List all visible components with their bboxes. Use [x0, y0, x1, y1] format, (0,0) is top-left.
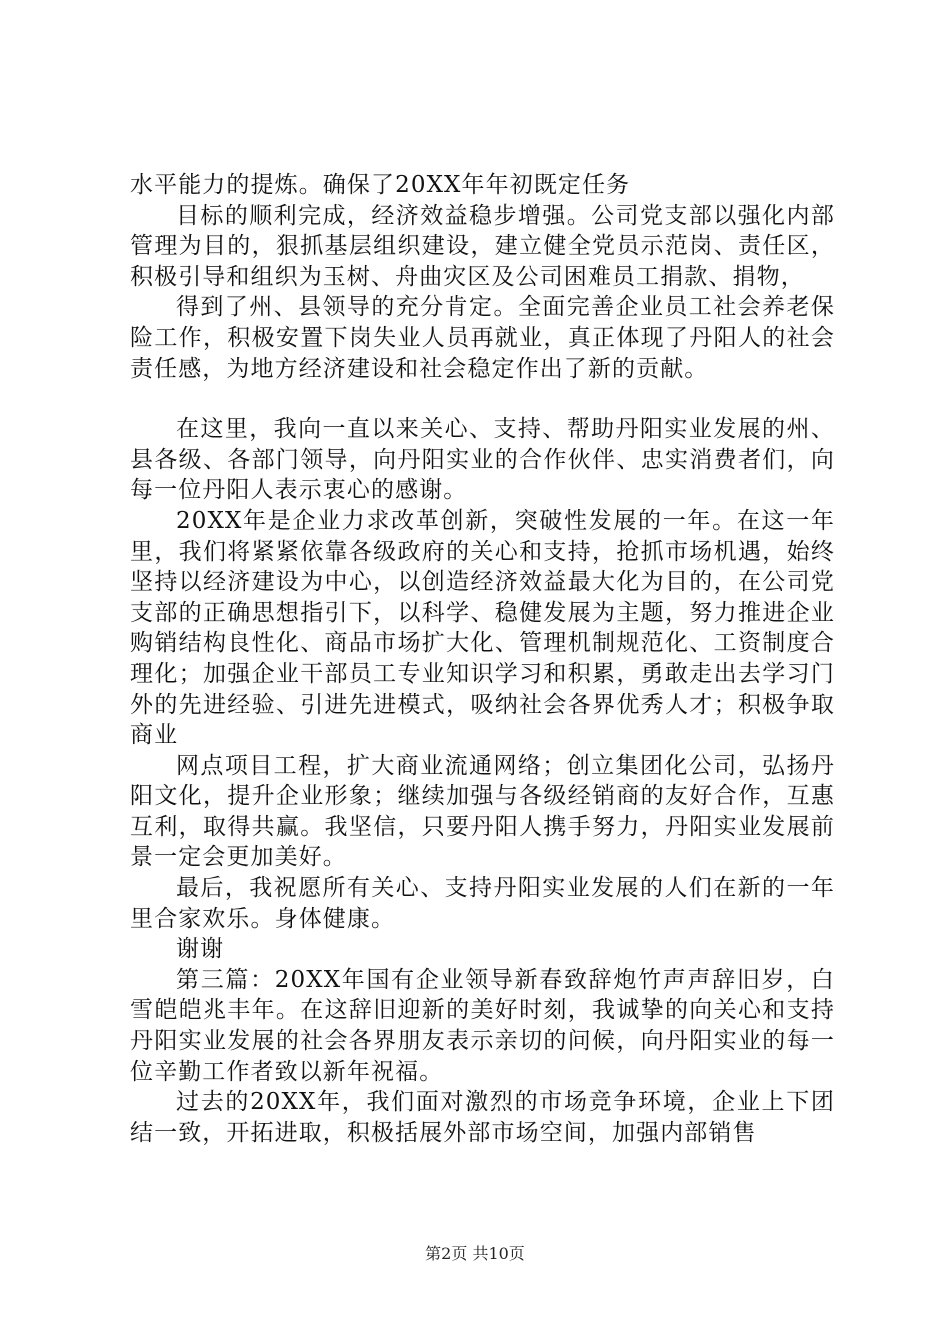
paragraph-6: 网点项目工程，扩大商业流通网络；创立集团化公司，弘扬丹阳文化，提升企业形象；继续加强与各级经销商的友好合作，互惠互利，取得共赢。我坚信，只要丹阳人携手努力，丹阳实业发展前景一定会更加美好。 [130, 752, 835, 871]
paragraph-2: 目标的顺利完成，经济效益稳步增强。公司党支部以强化内部管理为目的，狠抓基层组织建设，建立健全党员示范岗、责任区，积极引导和组织为玉树、舟曲灾区及公司困难员工捐款、捐物， [130, 202, 835, 290]
paragraph-3: 得到了州、县领导的充分肯定。全面完善企业员工社会养老保险工作，积极安置下岗失业人员再就业，真正体现了丹阳人的社会责任感，为地方经济建设和社会稳定作出了新的贡献。 [130, 294, 835, 382]
page-number: 第2页 共10页 [425, 1244, 525, 1263]
page-footer [0, 1244, 950, 1264]
paragraph-1: 水平能力的提炼。确保了20XX年年初既定任务 [130, 172, 631, 198]
paragraph-4: 在这里，我向一直以来关心、支持、帮助丹阳实业发展的州、县各级、各部门领导，向丹阳实业的合作伙伴、忠实消费者们，向每一位丹阳人表示衷心的感谢。 [130, 416, 835, 504]
paragraph-10: 过去的20XX年，我们面对激烈的市场竞争环境，企业上下团结一致，开拓进取，积极括展外部市场空间，加强内部销售 [130, 1089, 835, 1146]
paragraph-9: 第三篇：20XX年国有企业领导新春致辞炮竹声声辞旧岁，白雪皑皑兆丰年。在这辞旧迎新的美好时刻，我诚挚的向关心和支持丹阳实业发展的社会各界朋友表示亲切的问候，向丹阳实业的每一位辛勤工作者致以新年祝福。 [130, 966, 835, 1085]
paragraph-8: 谢谢 [176, 936, 225, 963]
paragraph-5: 20XX年是企业力求改革创新，突破性发展的一年。在这一年里，我们将紧紧依靠各级政府的关心和支持，抢抓市场机遇，始终坚持以经济建设为中心，以创造经济效益最大化为目的，在公司党支部的正确思想指引下，以科学、稳健发展为主题，努力推进企业购销结构良性化、商品市场扩大化、管理机制规范化、工资制度合理化；加强企业干部员工专业知识学习和积累，勇敢走出去学习门外的先进经验、引进先进模式，吸纳社会各界优秀人才；积极争取商业 [130, 507, 835, 749]
document-body [130, 170, 835, 1148]
paragraph-7: 最后，我祝愿所有关心、支持丹阳实业发展的人们在新的一年里合家欢乐。身体健康。 [130, 875, 835, 932]
